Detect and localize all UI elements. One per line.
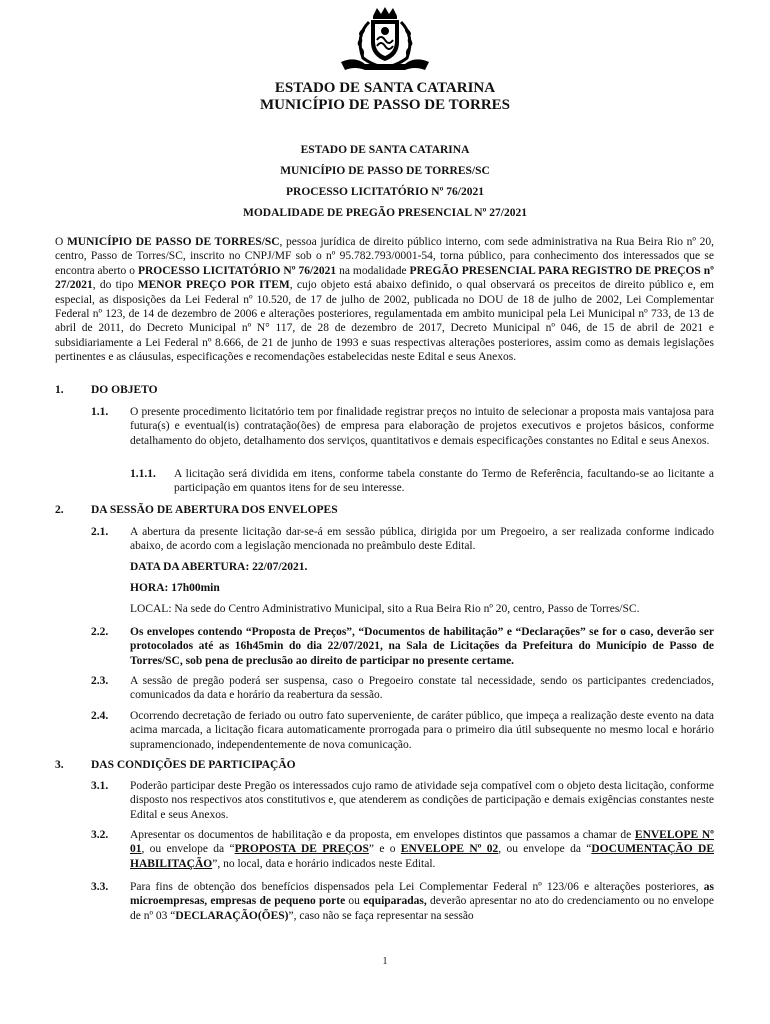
subheader-process: PROCESSO LICITATÓRIO Nº 76/2021 <box>286 186 484 198</box>
clause-number: 3.2. <box>91 829 109 841</box>
clause-text-run: , ou envelope da “ <box>141 843 235 856</box>
clause-bold-run: equiparadas, <box>363 895 427 908</box>
clause-text: O presente procedimento licitatório tem por finalidade registrar preços no intuito de selecionar a proposta mais vantajosa para futura(s) e eventual(is) contratação(ões) de empresa para elaboração de projetos executivos e projetos básicos, conforme detalhamento do objeto, detalhamento dos serviços, quantitativos e demais especificações constantes no Edital e seus Anexos. <box>130 406 714 447</box>
section-number: 1. <box>55 384 64 396</box>
envelope-1-name: PROPOSTA DE PREÇOS <box>234 843 369 856</box>
subheader-modality: MODALIDADE DE PREGÃO PRESENCIAL Nº 27/2021 <box>243 207 527 219</box>
clause-text <box>130 828 714 871</box>
clause-number: 3.3. <box>91 881 109 893</box>
clause-number: 1.1.1. <box>130 468 156 480</box>
envelope-1-label: ENVELOPE Nº 01 <box>130 829 714 856</box>
clause-text-run: , ou envelope da “ <box>498 843 592 856</box>
clause-number: 2.2. <box>91 626 109 638</box>
clause-text-run: ” e o <box>368 843 401 856</box>
clause-text: A licitação será dividida em itens, conforme tabela constante do Termo de Referência, facultando-se ao licitante a participação em quantos itens for de seu interesse. <box>174 468 714 495</box>
intro-text: O <box>55 236 67 248</box>
intro-bold: MENOR PREÇO POR ITEM <box>137 279 290 292</box>
clause-text: Ocorrendo decretação de feriado ou outro fato superveniente, de caráter público, que impeça a realização deste evento na data acima marcada, a licitação ficara automaticamente prorrogada para o primeiro dia útil subsequente no mesmo local e horário supramencionado, independentemente de nova comunicação. <box>130 710 714 751</box>
clause-bold-run: as microempresas, empresas de pequeno porte <box>130 881 714 908</box>
envelope-2-label: ENVELOPE Nº 02 <box>400 843 499 856</box>
clause-number: 2.1. <box>91 526 109 538</box>
intro-text: na modalidade <box>336 264 410 277</box>
clause-text-run: ou <box>345 895 364 908</box>
clause-text: A sessão de pregão poderá ser suspensa, caso o Pregoeiro constate tal necessidade, sendo os participantes credenciados, comunicados da data e horário da reabertura da sessão. <box>130 675 714 702</box>
clause-text-run: Apresentar os documentos de habilitação e da proposta, em envelopes distintos que passamos a chamar de <box>130 829 635 841</box>
section-number: 2. <box>55 504 64 516</box>
clause-text: Os envelopes contendo “Proposta de Preços”, “Documentos de habilitação” e “Declarações” se for o caso, deverão ser protocolados até as 16h45min do dia 22/07/2021, na Sala de Licitações da Prefeitura do Município de Passo de Torres/SC, sob pena de preclusão ao direito de participar no presente certame. <box>130 626 714 667</box>
intro-text: , cujo objeto está abaixo definido, o qual observará os preceitos de direito público e, em especial, as disposições da Lei Federal nº 10.520, de 17 de julho de 2002, publicada no DOU de 18 de julho de 2002, Lei Complementar Federal nº 123, de 14 de dezembro de 2006 e alterações posteriores, regulamentada em ambito municipal pela Lei Municipal nº 733, de 13 de abril de 2011, do Decreto Municipal nº N° 117, de 28 de dezembro de 2017, Decreto Municipal nº 046, de 15 de abril de 2021 e subsidiariamente a Lei Federal nº 8.666, de 21 de junho de 1993 e suas respectivas alterações posteriores, assim como as demais legislações pertinentes e as cláusulas, especificações e recomendações estabelecidas neste Edital e seus Anexos. <box>55 279 715 364</box>
clause-number: 2.4. <box>91 710 109 722</box>
opening-time: HORA: 17h00min <box>130 582 220 594</box>
clause-text-run: Para fins de obtenção dos benefícios dispensados pela Lei Complementar Federal nº 123/06 e alterações posteriores, <box>130 881 704 893</box>
clause-text-run: deverão apresentar no ato do credenciamento ou no envelope de nº 03 “ <box>130 895 714 922</box>
section-number: 3. <box>55 759 64 771</box>
clause-text-run: ”, caso não se faça representar na sessão <box>288 909 474 922</box>
clause-number: 2.3. <box>91 675 109 687</box>
intro-text: , do tipo <box>92 279 138 292</box>
subheader-state: ESTADO DE SANTA CATARINA <box>300 144 470 156</box>
clause-text-run: ”, no local, data e horário indicados neste Edital. <box>212 857 436 870</box>
header-municipality: MUNICÍPIO DE PASSO DE TORRES <box>259 97 511 113</box>
section-title: DAS CONDIÇÕES DE PARTICIPAÇÃO <box>91 759 296 771</box>
clause-text <box>130 880 714 923</box>
intro-bold: MUNICÍPIO DE PASSO DE TORRES/SC <box>66 236 280 248</box>
opening-location: LOCAL: Na sede do Centro Administrativo Municipal, sito a Rua Beira Rio nº 20, centro, Passo de Torres/SC. <box>130 603 640 615</box>
intro-text: , pessoa jurídica de direito público interno, com sede administrativa na Rua Beira Rio nº 20, centro, Passo de Torres/SC, inscrito no CNPJ/MF sob o nº 95.782.793/0001-54, torna público, para conhecimento dos interessados que se encontra aberto o <box>55 236 714 277</box>
clause-number: 1.1. <box>91 406 109 418</box>
subheader-municipality: MUNICÍPIO DE PASSO DE TORRES/SC <box>280 165 490 177</box>
intro-bold: PREGÃO PRESENCIAL PARA REGISTRO DE PREÇOS nº 27/2021 <box>55 264 714 292</box>
clause-number: 3.1. <box>91 780 109 792</box>
clause-text: Poderão participar deste Pregão os interessados cujo ramo de atividade seja compatível com o objeto desta licitação, conforme disposto nos respectivos atos constitutivos e, que atenderem as condições de participação e demais exigências constantes neste Edital e seus Anexos. <box>130 780 714 821</box>
header-state: ESTADO DE SANTA CATARINA <box>274 80 496 96</box>
municipal-coat-of-arms-icon <box>335 6 435 74</box>
opening-date: DATA DA ABERTURA: 22/07/2021. <box>130 561 308 573</box>
clause-text: A abertura da presente licitação dar-se-á em sessão pública, dirigida por um Pregoeiro, a ser realizada conforme indicado abaixo, de acordo com a legislação mencionada no preâmbulo deste Edital. <box>130 526 714 553</box>
section-title: DA SESSÃO DE ABERTURA DOS ENVELOPES <box>91 504 338 516</box>
section-title: DO OBJETO <box>91 384 158 396</box>
intro-paragraph <box>55 235 714 365</box>
clause-bold-run: DECLARAÇÃO(ÕES) <box>175 909 289 922</box>
envelope-2-name: DOCUMENTAÇÃO DE HABILITAÇÃO <box>130 843 714 870</box>
intro-bold: PROCESSO LICITATÓRIO Nº 76/2021 <box>137 264 337 277</box>
page-number: 1 <box>382 956 388 967</box>
